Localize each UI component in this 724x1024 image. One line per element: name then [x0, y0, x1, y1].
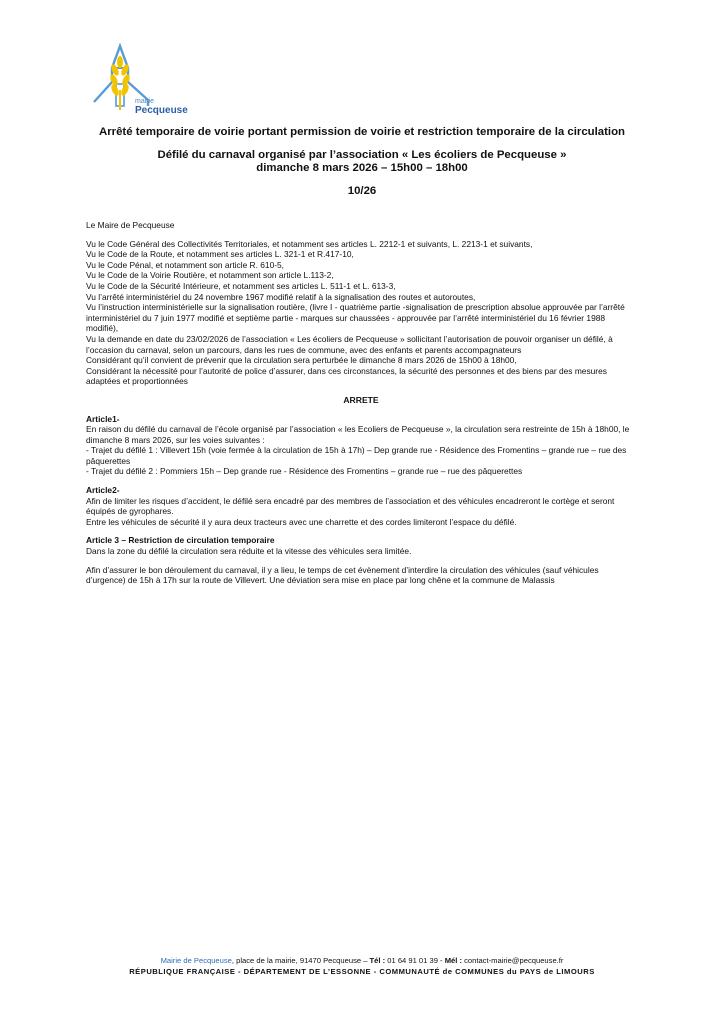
consideration: Vu le Code Pénal, et notamment son article R. 610-5,: [86, 259, 285, 270]
article-1-line: En raison du défilé du carnaval de l’école organisé par l’association « les Ecoliers de Pecqueuse », la circulation sera restreinte de 15h à 18h00, le dimanche 8 mars 2026, sur les voies suivantes :: [86, 424, 630, 445]
article-3-title: Article 3 – Restriction de circulation temporaire: [86, 535, 275, 546]
logo-small-text: mairie: [135, 98, 155, 105]
title-block: [86, 126, 638, 198]
consideration: Vu le Code de la Route, et notamment ses articles L. 321-1 et R.417-10,: [86, 249, 354, 260]
article-2-title: Article2-: [86, 485, 120, 496]
article-3: [86, 535, 636, 585]
footer-contact-line: [86, 955, 638, 966]
article-3-line: Dans la zone du défilé la circulation sera réduite et la vitesse des véhicules sera limitée.: [86, 546, 412, 557]
author-line: Le Maire de Pecqueuse: [86, 220, 175, 230]
consideration: Vu le Code Général des Collectivités Territoriales, et notamment ses articles L. 2212-1 et suivants, L. 2213-1 et suivants,: [86, 238, 533, 249]
footer-tel: 01 64 91 01 39 -: [385, 956, 445, 965]
consideration: Considérant qu’il convient de prévenir que la circulation sera perturbée le dimanche 8 mars 2026 de 15h00 à 18h00,: [86, 355, 517, 366]
consideration: Vu le Code de la Voirie Routière, et notamment son article L.113-2,: [86, 270, 334, 281]
document-body: [86, 220, 636, 586]
article-3-paragraph: Afin d’assurer le bon déroulement du carnaval, il y a lieu, le temps de cet évènement d’interdire la circulation des véhicules (sauf véhicules d’urgence) de 15h à 17h sur la route de Villevert. Une déviation sera mise en place par long chêne et la commune de Malassis: [86, 564, 599, 586]
consideration: Vu l’instruction interministérielle sur la signalisation routière, (livre I - quatrième partie -signalisation de prescription absolue approuvée par l’arrêté interministériel du 7 juin 1977 modifié et septième partie - marques sur chaussées - approuvée par l’arrêté interministériel du 16 février 1988 modifié),: [86, 302, 625, 334]
article-2-line: Afin de limiter les risques d’accident, le défilé sera encadré par des membres de l’association et des véhicules encadreront le cortège et seront équipés de gyrophares.: [86, 495, 615, 517]
consideration: Vu l’arrêté interministériel du 24 novembre 1967 modifié relatif à la signalisation des routes et autoroutes,: [86, 291, 476, 302]
document-title: Arrêté temporaire de voirie portant permission de voirie et restriction temporaire de la circulation: [98, 126, 626, 138]
article-1: [86, 414, 636, 478]
logo-wordmark: [135, 98, 188, 116]
footer-mail-label: Mél :: [444, 956, 462, 965]
considerations-list: [86, 239, 636, 387]
document-subtitle-date: dimanche 8 mars 2026 – 15h00 – 18h00: [256, 162, 468, 174]
footer-mail[interactable]: contact-mairie@pecqueuse.fr: [462, 956, 564, 965]
article-1-line: - Trajet du défilé 2 : Pommiers 15h – Dep grande rue - Résidence des Fromentins – grande rue – rue des pâquerettes: [86, 466, 523, 477]
footer: [86, 955, 638, 977]
consideration: Considérant la nécessité pour l’autorité de police d’assurer, dans ces circonstances, la sécurité des personnes et des biens par des mesures adaptées et proportionnées: [86, 365, 607, 387]
consideration: Vu la demande en date du 23/02/2026 de l’association « Les écoliers de Pecqueuse » sollicitant l’autorisation de pouvoir organiser un défilé, à l’occasion du carnaval, selon un parcours, dans les rues de commune, avec des enfants et parents accompagnateurs: [86, 333, 613, 355]
consideration: Vu le Code de la Sécurité Intérieure, et notamment ses articles L. 511-1 et L. 613-3,: [86, 280, 396, 291]
decision-heading: ARRETE: [343, 394, 379, 405]
document-number: 10/26: [347, 185, 377, 197]
article-2-line: Entre les véhicules de sécurité il y aura deux tracteurs avec une charrette et des cordes limiteront l’espace du défilé.: [86, 516, 517, 527]
footer-org: Mairie de Pecqueuse: [160, 956, 232, 965]
footer-address: , place de la mairie, 91470 Pecqueuse –: [231, 956, 370, 965]
article-1-line: - Trajet du défilé 1 : Villevert 15h (voie fermée à la circulation de 15h à 17h) – Dep grande rue - Résidence des Fromentins – grande rue – rue des pâquerettes: [86, 445, 627, 466]
logo-brand: Pecqueuse: [135, 105, 188, 116]
footer-institution-line: RÉPUBLIQUE FRANÇAISE - DÉPARTEMENT DE L’ESSONNE - COMMUNAUTÉ de COMMUNES du PAYS de LIMOURS: [129, 967, 595, 976]
article-1-title: Article1-: [86, 413, 120, 424]
footer-tel-label: Tél :: [369, 956, 386, 965]
document-subtitle-event: Défilé du carnaval organisé par l’association « Les écoliers de Pecqueuse »: [157, 149, 567, 161]
article-2: [86, 485, 636, 527]
